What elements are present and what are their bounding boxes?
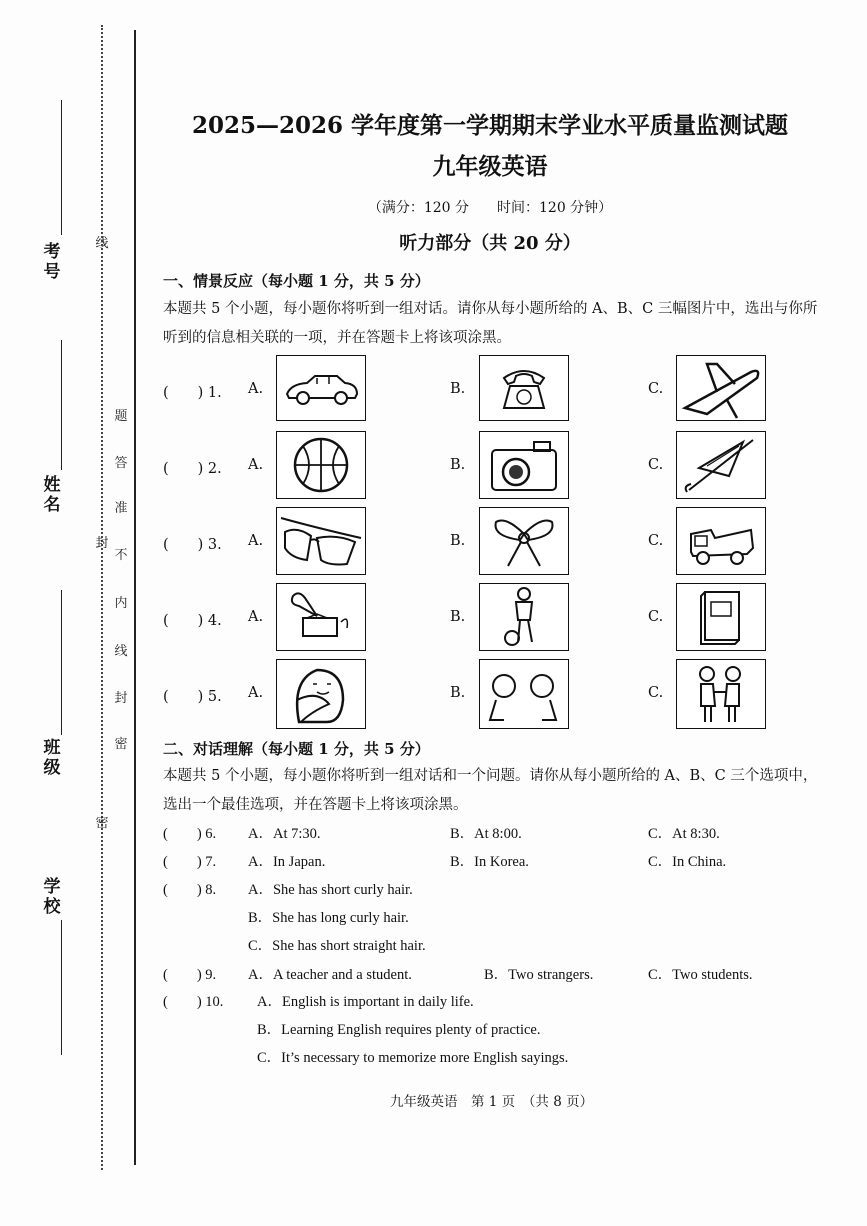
question-number: ( ) 9. bbox=[163, 967, 217, 983]
school-line bbox=[61, 920, 62, 1055]
option-c[interactable]: C．At 8:30. bbox=[648, 826, 720, 842]
airplane-icon[interactable] bbox=[676, 355, 766, 421]
bow-icon[interactable] bbox=[479, 507, 569, 575]
option-a[interactable]: A．English is important in daily life. bbox=[257, 994, 474, 1010]
section2-instruction: 本题共 5 个小题，每小题你将听到一组对话和一个问题。请你从每小题所给的 A、B、C 三个选项中，选出一个最佳选项，并在答题卡上将该项涂黑。 bbox=[163, 768, 818, 813]
option-c[interactable]: C．It’s necessary to memorize more English sayings. bbox=[257, 1050, 569, 1066]
football-player-icon[interactable] bbox=[479, 583, 569, 651]
umbrella-icon[interactable] bbox=[676, 431, 766, 499]
question-number: ( ) 4. bbox=[163, 613, 222, 629]
question-7 bbox=[163, 850, 803, 874]
page-footer: 九年级英语 第 1 页 （共 8 页） bbox=[390, 1094, 594, 1110]
question-10 bbox=[163, 990, 803, 1074]
option-b-label: B. bbox=[450, 533, 466, 549]
option-a[interactable]: A．In Japan. bbox=[248, 854, 326, 870]
class-label: 班级 bbox=[43, 738, 61, 777]
option-a-label: A. bbox=[248, 685, 264, 701]
name-label: 姓名 bbox=[43, 475, 61, 514]
margin-line-char: 线 bbox=[95, 236, 109, 251]
telephone-icon[interactable] bbox=[479, 355, 569, 421]
binding-solid-line bbox=[134, 30, 136, 1165]
seal-char-6: 准 bbox=[114, 501, 128, 516]
two-people-talking-icon[interactable] bbox=[479, 659, 569, 729]
option-b[interactable]: B．At 8:00. bbox=[450, 826, 522, 842]
question-number: ( ) 7. bbox=[163, 854, 217, 870]
seal-char-2: 封 bbox=[114, 691, 128, 706]
option-b-label: B. bbox=[450, 685, 466, 701]
section1-instruction: 本题共 5 个小题，每小题你将听到一组对话。请你从每小题所给的 A、B、C 三幅图片中，选出与你所听到的信息相关联的一项，并在答题卡上将该项涂黑。 bbox=[163, 301, 818, 346]
gramophone-icon[interactable] bbox=[276, 583, 366, 651]
option-c-label: C. bbox=[648, 533, 664, 549]
seal-char-4: 内 bbox=[114, 596, 128, 611]
hugging-person-icon[interactable] bbox=[276, 659, 366, 729]
score-time-info: （满分：120 分 时间：120 分钟） bbox=[367, 200, 613, 216]
margin-seal-char: 封 bbox=[95, 536, 109, 551]
exam-number-line bbox=[61, 100, 62, 235]
exam-number-label: 考号 bbox=[43, 242, 61, 281]
question-number: ( ) 5. bbox=[163, 689, 222, 705]
name-line bbox=[61, 340, 62, 470]
margin-secret-char: 密 bbox=[95, 816, 109, 831]
option-b[interactable]: B．Two strangers. bbox=[484, 967, 594, 983]
picture-question-row bbox=[163, 431, 803, 499]
question-number: ( ) 2. bbox=[163, 461, 222, 477]
part-heading: 听力部分（共 20 分） bbox=[399, 233, 581, 254]
option-b-label: B. bbox=[450, 457, 466, 473]
school-label: 学校 bbox=[43, 877, 61, 916]
question-9 bbox=[163, 963, 803, 987]
option-c-label: C. bbox=[648, 457, 664, 473]
picture-question-row bbox=[163, 355, 803, 423]
section1-heading: 一、情景反应（每小题 1 分，共 5 分） bbox=[163, 272, 430, 290]
option-b[interactable]: B．She has long curly hair. bbox=[248, 910, 409, 926]
question-number: ( ) 1. bbox=[163, 385, 222, 401]
section2-heading: 二、对话理解（每小题 1 分，共 5 分） bbox=[163, 740, 430, 758]
option-a[interactable]: A．She has short curly hair. bbox=[248, 882, 413, 898]
car-icon[interactable] bbox=[276, 355, 366, 421]
seal-char-3: 线 bbox=[114, 644, 128, 659]
option-b-label: B. bbox=[450, 609, 466, 625]
fold-dotted-line bbox=[101, 25, 103, 1170]
seal-char-1: 密 bbox=[114, 737, 128, 752]
toy-truck-icon[interactable] bbox=[676, 507, 766, 575]
option-b[interactable]: B．Learning English requires plenty of practice. bbox=[257, 1022, 541, 1038]
sunglasses-icon[interactable] bbox=[276, 507, 366, 575]
exam-title: 2025—2026 学年度第一学期期末学业水平质量监测试题 bbox=[191, 112, 789, 139]
question-6 bbox=[163, 822, 803, 846]
option-a-label: A. bbox=[248, 609, 264, 625]
picture-question-row bbox=[163, 659, 803, 727]
option-c[interactable]: C．In China. bbox=[648, 854, 727, 870]
picture-question-row bbox=[163, 583, 803, 651]
book-icon[interactable] bbox=[676, 583, 766, 651]
subject-title: 九年级英语 bbox=[432, 153, 548, 180]
question-number: ( ) 3. bbox=[163, 537, 222, 553]
question-number: ( ) 10. bbox=[163, 994, 224, 1010]
option-c-label: C. bbox=[648, 609, 664, 625]
option-c[interactable]: C．Two students. bbox=[648, 967, 753, 983]
option-b[interactable]: B．In Korea. bbox=[450, 854, 529, 870]
option-b-label: B. bbox=[450, 381, 466, 397]
option-c-label: C. bbox=[648, 381, 664, 397]
seal-char-8: 题 bbox=[114, 409, 128, 424]
seal-char-5: 不 bbox=[114, 548, 128, 563]
class-line bbox=[61, 590, 62, 735]
option-a-label: A. bbox=[248, 457, 264, 473]
question-number: ( ) 6. bbox=[163, 826, 217, 842]
camera-icon[interactable] bbox=[479, 431, 569, 499]
handshake-icon[interactable] bbox=[676, 659, 766, 729]
option-a-label: A. bbox=[248, 381, 264, 397]
option-c-label: C. bbox=[648, 685, 664, 701]
seal-char-7: 答 bbox=[114, 456, 128, 471]
option-a[interactable]: A．A teacher and a student. bbox=[248, 967, 412, 983]
picture-question-row bbox=[163, 507, 803, 575]
option-a-label: A. bbox=[248, 533, 264, 549]
question-8 bbox=[163, 878, 803, 962]
question-number: ( ) 8. bbox=[163, 882, 217, 898]
option-a[interactable]: A．At 7:30. bbox=[248, 826, 321, 842]
option-c[interactable]: C．She has short straight hair. bbox=[248, 938, 426, 954]
basketball-icon[interactable] bbox=[276, 431, 366, 499]
